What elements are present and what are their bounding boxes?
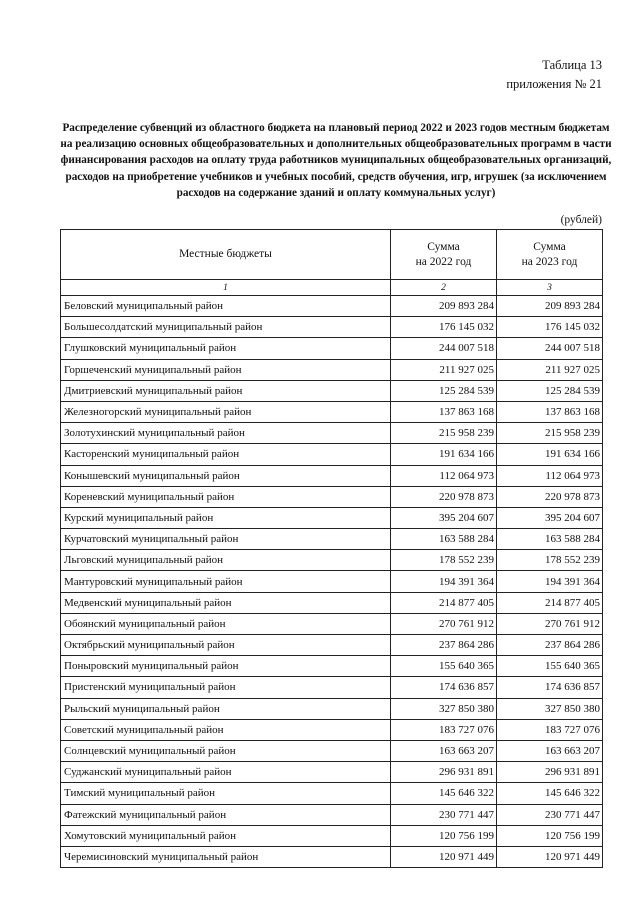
sum-2023: 174 636 857 bbox=[497, 677, 603, 698]
table-row bbox=[61, 444, 603, 465]
table-row bbox=[61, 635, 603, 656]
table-row bbox=[61, 507, 603, 528]
district-name: Большесолдатский муниципальный район bbox=[61, 317, 391, 338]
column-number-row bbox=[61, 280, 603, 296]
district-name: Дмитриевский муниципальный район bbox=[61, 380, 391, 401]
district-name: Фатежский муниципальный район bbox=[61, 804, 391, 825]
table-row bbox=[61, 783, 603, 804]
sum-2023: 230 771 447 bbox=[497, 804, 603, 825]
sum-2022: 137 863 168 bbox=[391, 401, 497, 422]
district-name: Курчатовский муниципальный район bbox=[61, 529, 391, 550]
sum-2023: 120 756 199 bbox=[497, 825, 603, 846]
header-sum-2022 bbox=[391, 230, 497, 280]
sum-2022: 120 971 449 bbox=[391, 846, 497, 867]
table-row bbox=[61, 846, 603, 867]
header-sum-2023-line1: Сумма bbox=[533, 240, 566, 253]
table-row bbox=[61, 550, 603, 571]
sum-2022: 120 756 199 bbox=[391, 825, 497, 846]
district-name: Глушковский муниципальный район bbox=[61, 338, 391, 359]
sum-2022: 211 927 025 bbox=[391, 359, 497, 380]
table-row bbox=[61, 317, 603, 338]
sum-2023: 176 145 032 bbox=[497, 317, 603, 338]
sum-2022: 209 893 284 bbox=[391, 296, 497, 317]
sum-2022: 296 931 891 bbox=[391, 762, 497, 783]
table-row bbox=[61, 592, 603, 613]
table-row bbox=[61, 338, 603, 359]
sum-2022: 176 145 032 bbox=[391, 317, 497, 338]
table-header-row bbox=[61, 230, 603, 280]
sum-2023: 270 761 912 bbox=[497, 613, 603, 634]
sum-2022: 230 771 447 bbox=[391, 804, 497, 825]
district-name: Льговский муниципальный район bbox=[61, 550, 391, 571]
sum-2022: 183 727 076 bbox=[391, 719, 497, 740]
table-row bbox=[61, 613, 603, 634]
table-row bbox=[61, 401, 603, 422]
table-row bbox=[61, 296, 603, 317]
table-row bbox=[61, 423, 603, 444]
sum-2023: 296 931 891 bbox=[497, 762, 603, 783]
table-row bbox=[61, 762, 603, 783]
sum-2023: 155 640 365 bbox=[497, 656, 603, 677]
sum-2023: 163 663 207 bbox=[497, 740, 603, 761]
column-number: 1 bbox=[61, 280, 391, 296]
sum-2023: 395 204 607 bbox=[497, 507, 603, 528]
document-title: Распределение субвенций из областного бюджета на плановый период 2022 и 2023 годов местным бюджетам на реализацию основных общеобразовательных и дополнительных общеобразовательных программ в части финансирования расходов на оплату труда работников муниципальных общеобразовательных организаций, расходов на приобретение учебников и учебных пособий, средств обучения, игр, игрушек (за исключением расходов на содержание зданий и оплату коммунальных услуг) bbox=[60, 122, 612, 199]
sum-2022: 145 646 322 bbox=[391, 783, 497, 804]
sum-2023: 178 552 239 bbox=[497, 550, 603, 571]
sum-2022: 270 761 912 bbox=[391, 613, 497, 634]
units-label: (рублей) bbox=[560, 214, 602, 226]
district-name: Хомутовский муниципальный район bbox=[61, 825, 391, 846]
table-row bbox=[61, 677, 603, 698]
district-name: Поныровский муниципальный район bbox=[61, 656, 391, 677]
sum-2023: 137 863 168 bbox=[497, 401, 603, 422]
sum-2022: 125 284 539 bbox=[391, 380, 497, 401]
district-name: Тимский муниципальный район bbox=[61, 783, 391, 804]
district-name: Железногорский муниципальный район bbox=[61, 401, 391, 422]
sum-2023: 244 007 518 bbox=[497, 338, 603, 359]
table-reference bbox=[506, 56, 602, 94]
table-row bbox=[61, 359, 603, 380]
sum-2023: 191 634 166 bbox=[497, 444, 603, 465]
sum-2023: 145 646 322 bbox=[497, 783, 603, 804]
sum-2023: 327 850 380 bbox=[497, 698, 603, 719]
sum-2022: 155 640 365 bbox=[391, 656, 497, 677]
sum-2022: 237 864 286 bbox=[391, 635, 497, 656]
district-name: Курский муниципальный район bbox=[61, 507, 391, 528]
sum-2022: 163 663 207 bbox=[391, 740, 497, 761]
sum-2023: 183 727 076 bbox=[497, 719, 603, 740]
sum-2022: 327 850 380 bbox=[391, 698, 497, 719]
sum-2022: 191 634 166 bbox=[391, 444, 497, 465]
table-row bbox=[61, 804, 603, 825]
sum-2023: 220 978 873 bbox=[497, 486, 603, 507]
sum-2023: 112 064 973 bbox=[497, 465, 603, 486]
sum-2023: 215 958 239 bbox=[497, 423, 603, 444]
sum-2023: 237 864 286 bbox=[497, 635, 603, 656]
sum-2023: 120 971 449 bbox=[497, 846, 603, 867]
sum-2023: 214 877 405 bbox=[497, 592, 603, 613]
district-name: Горшеченский муниципальный район bbox=[61, 359, 391, 380]
table-row bbox=[61, 698, 603, 719]
header-sum-2022-line2: на 2022 год bbox=[415, 255, 472, 268]
district-name: Беловский муниципальный район bbox=[61, 296, 391, 317]
sum-2022: 174 636 857 bbox=[391, 677, 497, 698]
column-number: 3 bbox=[497, 280, 603, 296]
sum-2022: 214 877 405 bbox=[391, 592, 497, 613]
district-name: Октябрьский муниципальный район bbox=[61, 635, 391, 656]
table-row bbox=[61, 380, 603, 401]
district-name: Пристенский муниципальный район bbox=[61, 677, 391, 698]
table-row bbox=[61, 719, 603, 740]
sum-2023: 194 391 364 bbox=[497, 571, 603, 592]
sum-2023: 163 588 284 bbox=[497, 529, 603, 550]
sum-2023: 125 284 539 bbox=[497, 380, 603, 401]
district-name: Обоянский муниципальный район bbox=[61, 613, 391, 634]
district-name: Рыльский муниципальный район bbox=[61, 698, 391, 719]
district-name: Конышевский муниципальный район bbox=[61, 465, 391, 486]
sum-2022: 244 007 518 bbox=[391, 338, 497, 359]
header-sum-2022-line1: Сумма bbox=[427, 240, 460, 253]
table-row bbox=[61, 465, 603, 486]
sum-2022: 178 552 239 bbox=[391, 550, 497, 571]
sum-2023: 209 893 284 bbox=[497, 296, 603, 317]
sum-2022: 215 958 239 bbox=[391, 423, 497, 444]
table-row bbox=[61, 486, 603, 507]
table-row bbox=[61, 656, 603, 677]
header-sum-2023-line2: на 2023 год bbox=[521, 255, 578, 268]
header-sum-2023 bbox=[497, 230, 603, 280]
table-row bbox=[61, 571, 603, 592]
table-row bbox=[61, 529, 603, 550]
header-local-budgets: Местные бюджеты bbox=[61, 230, 391, 280]
budget-table bbox=[60, 229, 603, 868]
table-row bbox=[61, 825, 603, 846]
table-number: Таблица 13 bbox=[542, 58, 602, 72]
appendix-number: приложения № 21 bbox=[506, 77, 602, 91]
table-row bbox=[61, 740, 603, 761]
district-name: Медвенский муниципальный район bbox=[61, 592, 391, 613]
district-name: Суджанский муниципальный район bbox=[61, 762, 391, 783]
district-name: Золотухинский муниципальный район bbox=[61, 423, 391, 444]
sum-2022: 220 978 873 bbox=[391, 486, 497, 507]
district-name: Черемисиновский муниципальный район bbox=[61, 846, 391, 867]
sum-2022: 194 391 364 bbox=[391, 571, 497, 592]
district-name: Касторенский муниципальный район bbox=[61, 444, 391, 465]
sum-2023: 211 927 025 bbox=[497, 359, 603, 380]
district-name: Солнцевский муниципальный район bbox=[61, 740, 391, 761]
sum-2022: 163 588 284 bbox=[391, 529, 497, 550]
district-name: Мантуровский муниципальный район bbox=[61, 571, 391, 592]
district-name: Советский муниципальный район bbox=[61, 719, 391, 740]
sum-2022: 112 064 973 bbox=[391, 465, 497, 486]
column-number: 2 bbox=[391, 280, 497, 296]
district-name: Кореневский муниципальный район bbox=[61, 486, 391, 507]
sum-2022: 395 204 607 bbox=[391, 507, 497, 528]
